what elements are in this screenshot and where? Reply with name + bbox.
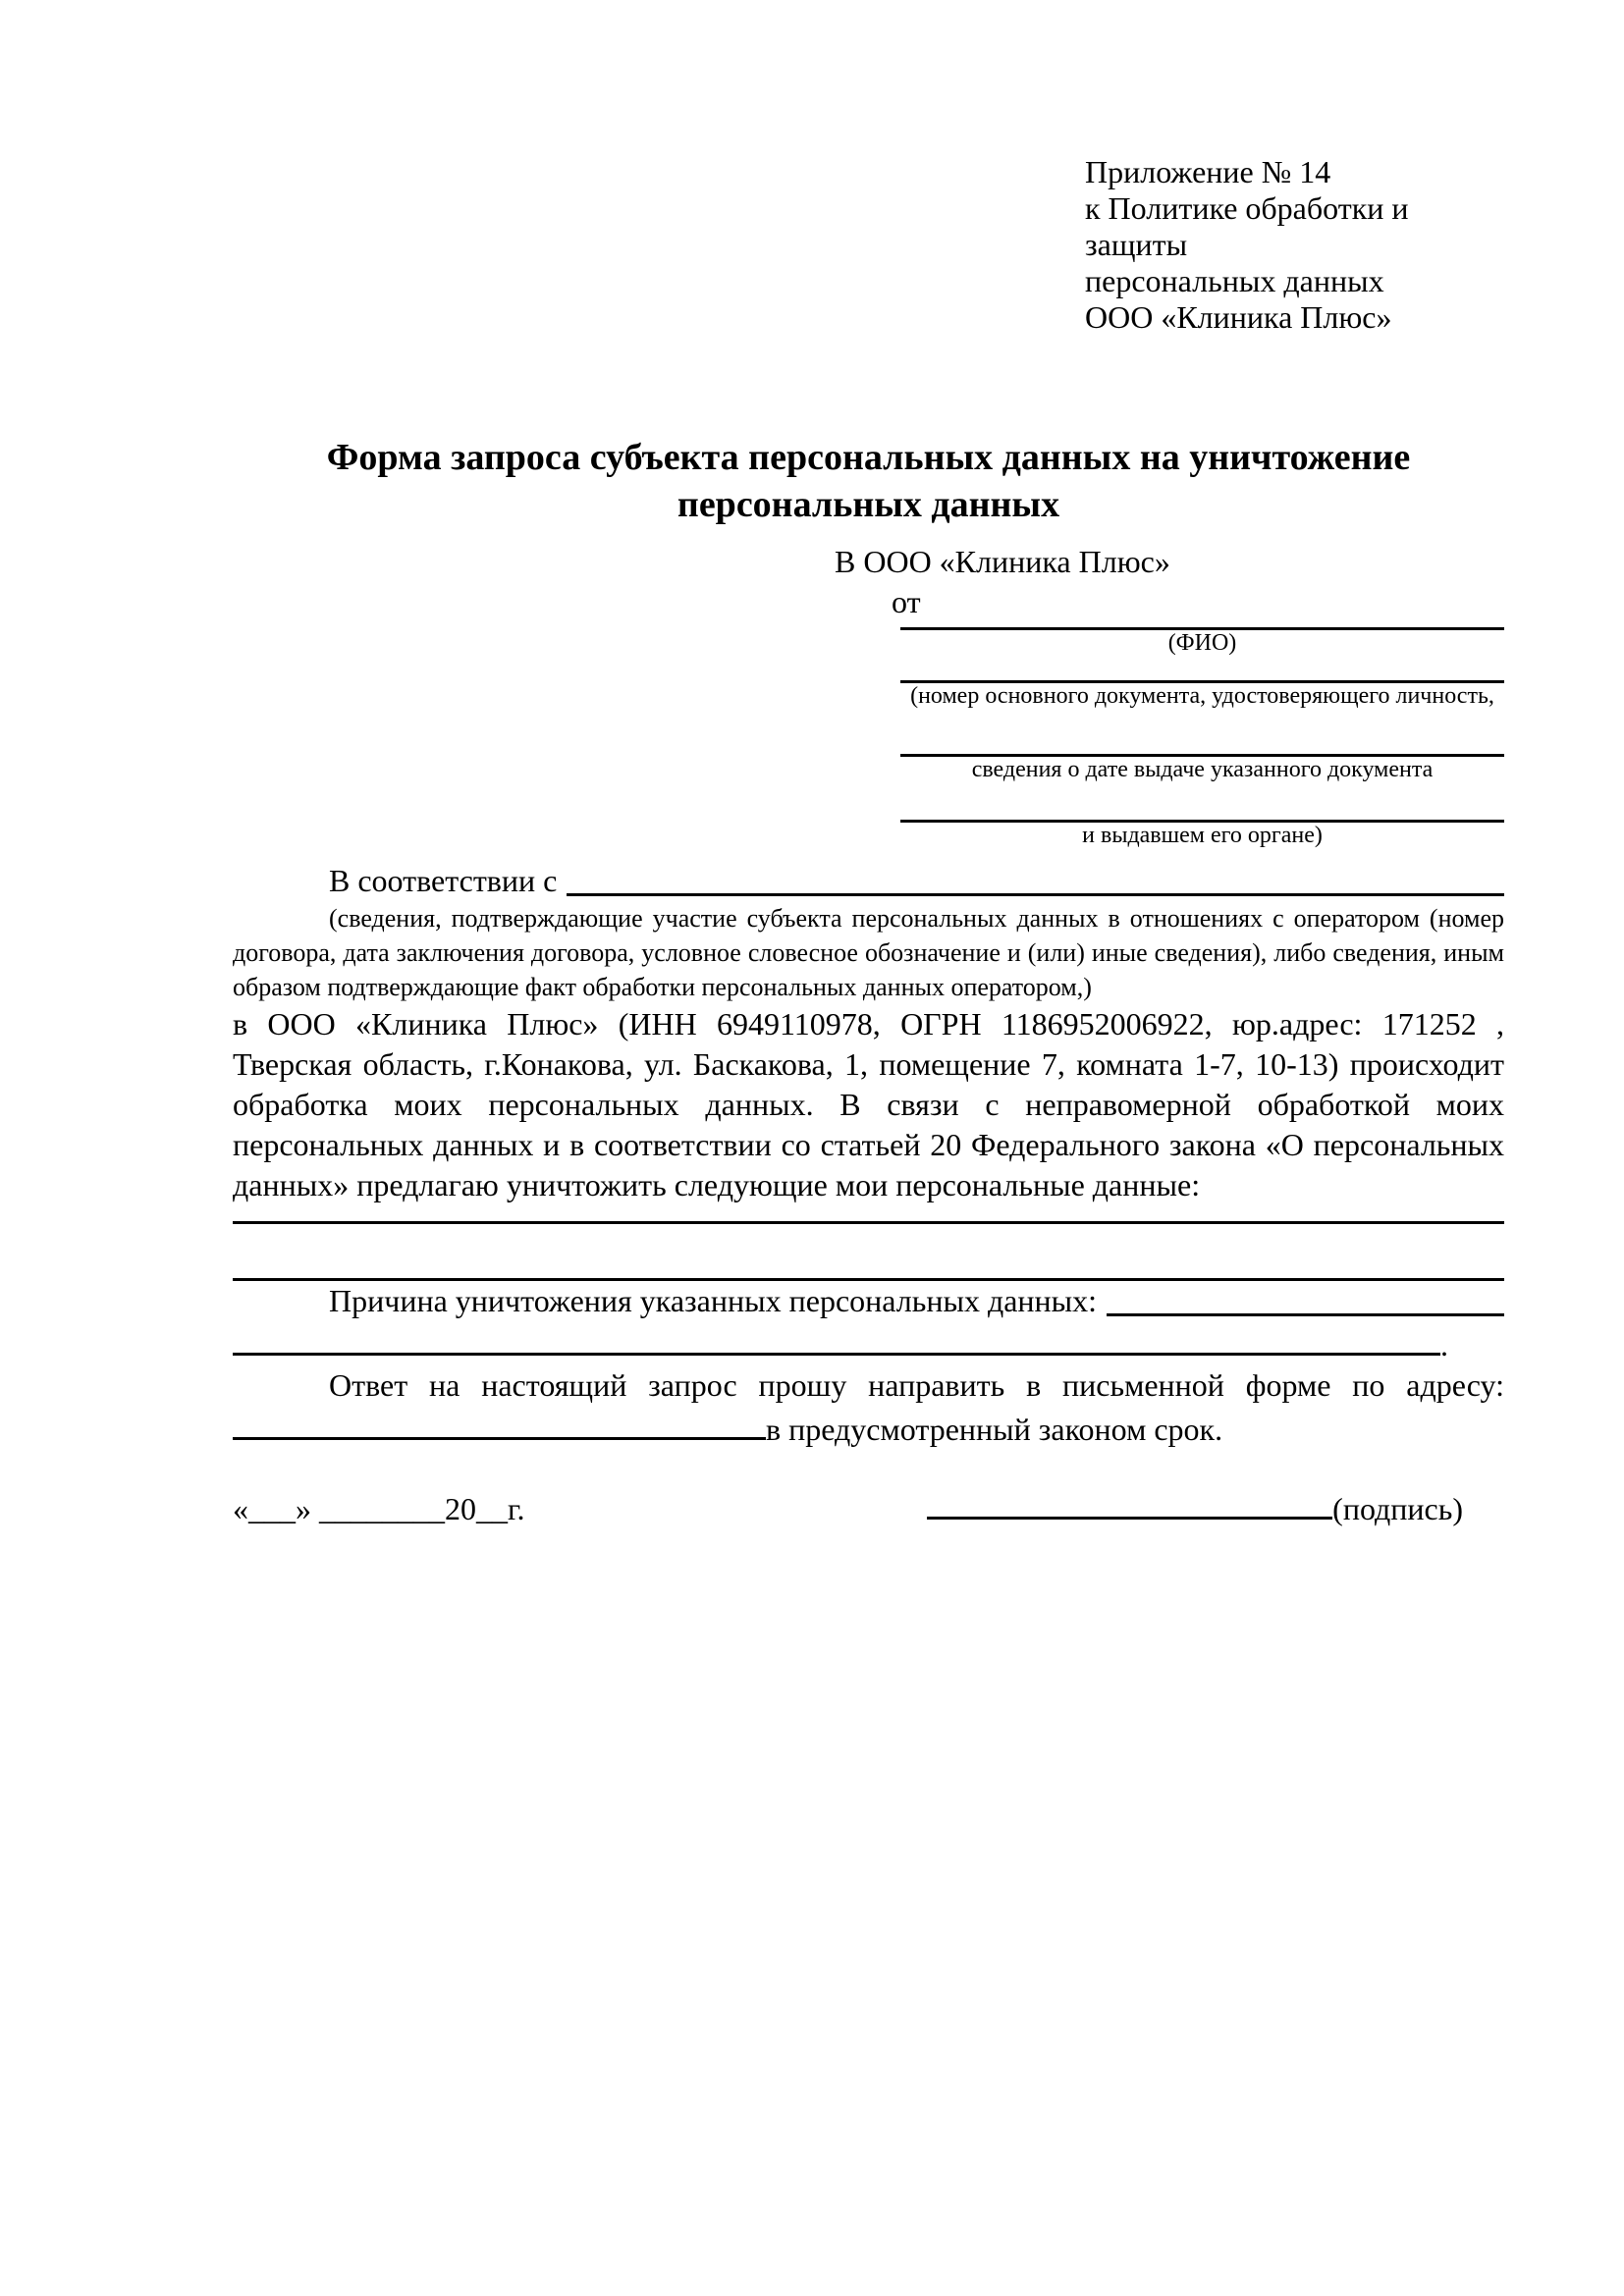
consent-basis-fill-line[interactable] (567, 861, 1504, 896)
destruction-reason-row (233, 1281, 1504, 1321)
signature-group (927, 1485, 1463, 1529)
issuing-authority-fill-line[interactable] (900, 783, 1504, 823)
addressee-line: В ООО «Клиника Плюс» (835, 544, 1170, 579)
issue-date-caption: сведения о дате выдаче указанного документа (971, 757, 1434, 782)
destruction-reason-continuation-row (233, 1321, 1504, 1365)
fio-field-row (900, 622, 1504, 657)
fio-fill-line[interactable] (900, 622, 1504, 630)
consent-basis-note: (сведения, подтверждающие участие субъекта персональных данных в отношениях с оператором (номер договора, дата заключения договора, условное словесное обозначение и (или) иные сведения), либо сведения, иным образом подтверждающие факт обработки персональных данных оператором,) (233, 904, 1504, 1001)
answer-suffix: в предусмотренный законом срок. (766, 1412, 1223, 1447)
consent-basis-row (233, 861, 1504, 901)
destruction-reason-fill-line-2[interactable] (233, 1321, 1440, 1356)
appendix-line-org: ООО «Клиника Плюс» (1085, 299, 1392, 335)
issuing-authority-field-row (900, 783, 1504, 849)
fio-caption: (ФИО) (1167, 630, 1237, 656)
appendix-header (1085, 154, 1504, 336)
answer-request-line: Ответ на настоящий запрос прошу направить в письменной форме по адресу: (329, 1367, 1504, 1403)
document-title-line2: персональных данных (677, 484, 1060, 525)
answer-address-fill-line[interactable] (233, 1406, 766, 1440)
document-number-field-row (900, 657, 1504, 710)
destruction-reason-label: Причина уничтожения указанных персональных данных: (329, 1283, 1098, 1318)
appendix-line-data: персональных данных (1085, 263, 1384, 298)
issuing-authority-caption: и выдавшем его органе) (1082, 823, 1323, 848)
main-paragraph: в ООО «Клиника Плюс» (ИНН 6949110978, ОГРН 1186952006922, юр.адрес: 171252 , Тверская область, г.Конакова, ул. Баскакова, 1, помещение 7, комната 1-7, 10-13) происходит обработка моих персональных данных. В связи с неправомерной обработкой моих персональных данных и в соответствии со статьей 20 Федерального закона «О персональных данных» предлагаю уничтожить следующие мои персональные данные: (233, 1006, 1504, 1202)
date-fill-line[interactable]: «___» ________20__г. (233, 1491, 525, 1526)
personal-data-fill-line-1[interactable] (233, 1205, 1504, 1224)
appendix-line-number: Приложение № 14 (1085, 154, 1331, 189)
document-title (233, 434, 1504, 528)
destruction-reason-fill-line[interactable] (1107, 1281, 1504, 1316)
issue-date-fill-line[interactable] (900, 710, 1504, 757)
consent-basis-label: В соответствии с (329, 863, 558, 898)
appendix-line-policy: к Политике обработки и защиты (1085, 190, 1409, 262)
signature-caption: (подпись) (1332, 1491, 1463, 1526)
line-terminator: . (1440, 1327, 1448, 1362)
signature-fill-line[interactable] (927, 1485, 1332, 1520)
document-title-line1: Форма запроса субъекта персональных данных на уничтожение (326, 437, 1411, 478)
date-signature-row (233, 1485, 1504, 1529)
document-number-fill-line[interactable] (900, 657, 1504, 683)
personal-data-fill-line-2[interactable] (233, 1224, 1504, 1281)
from-label: от (892, 584, 921, 619)
answer-address-row (233, 1406, 1504, 1450)
issue-date-field-row (900, 710, 1504, 783)
applicant-fill-block (900, 622, 1504, 849)
document-number-caption: (номер основного документа, удостоверяющего личность, (910, 683, 1494, 709)
